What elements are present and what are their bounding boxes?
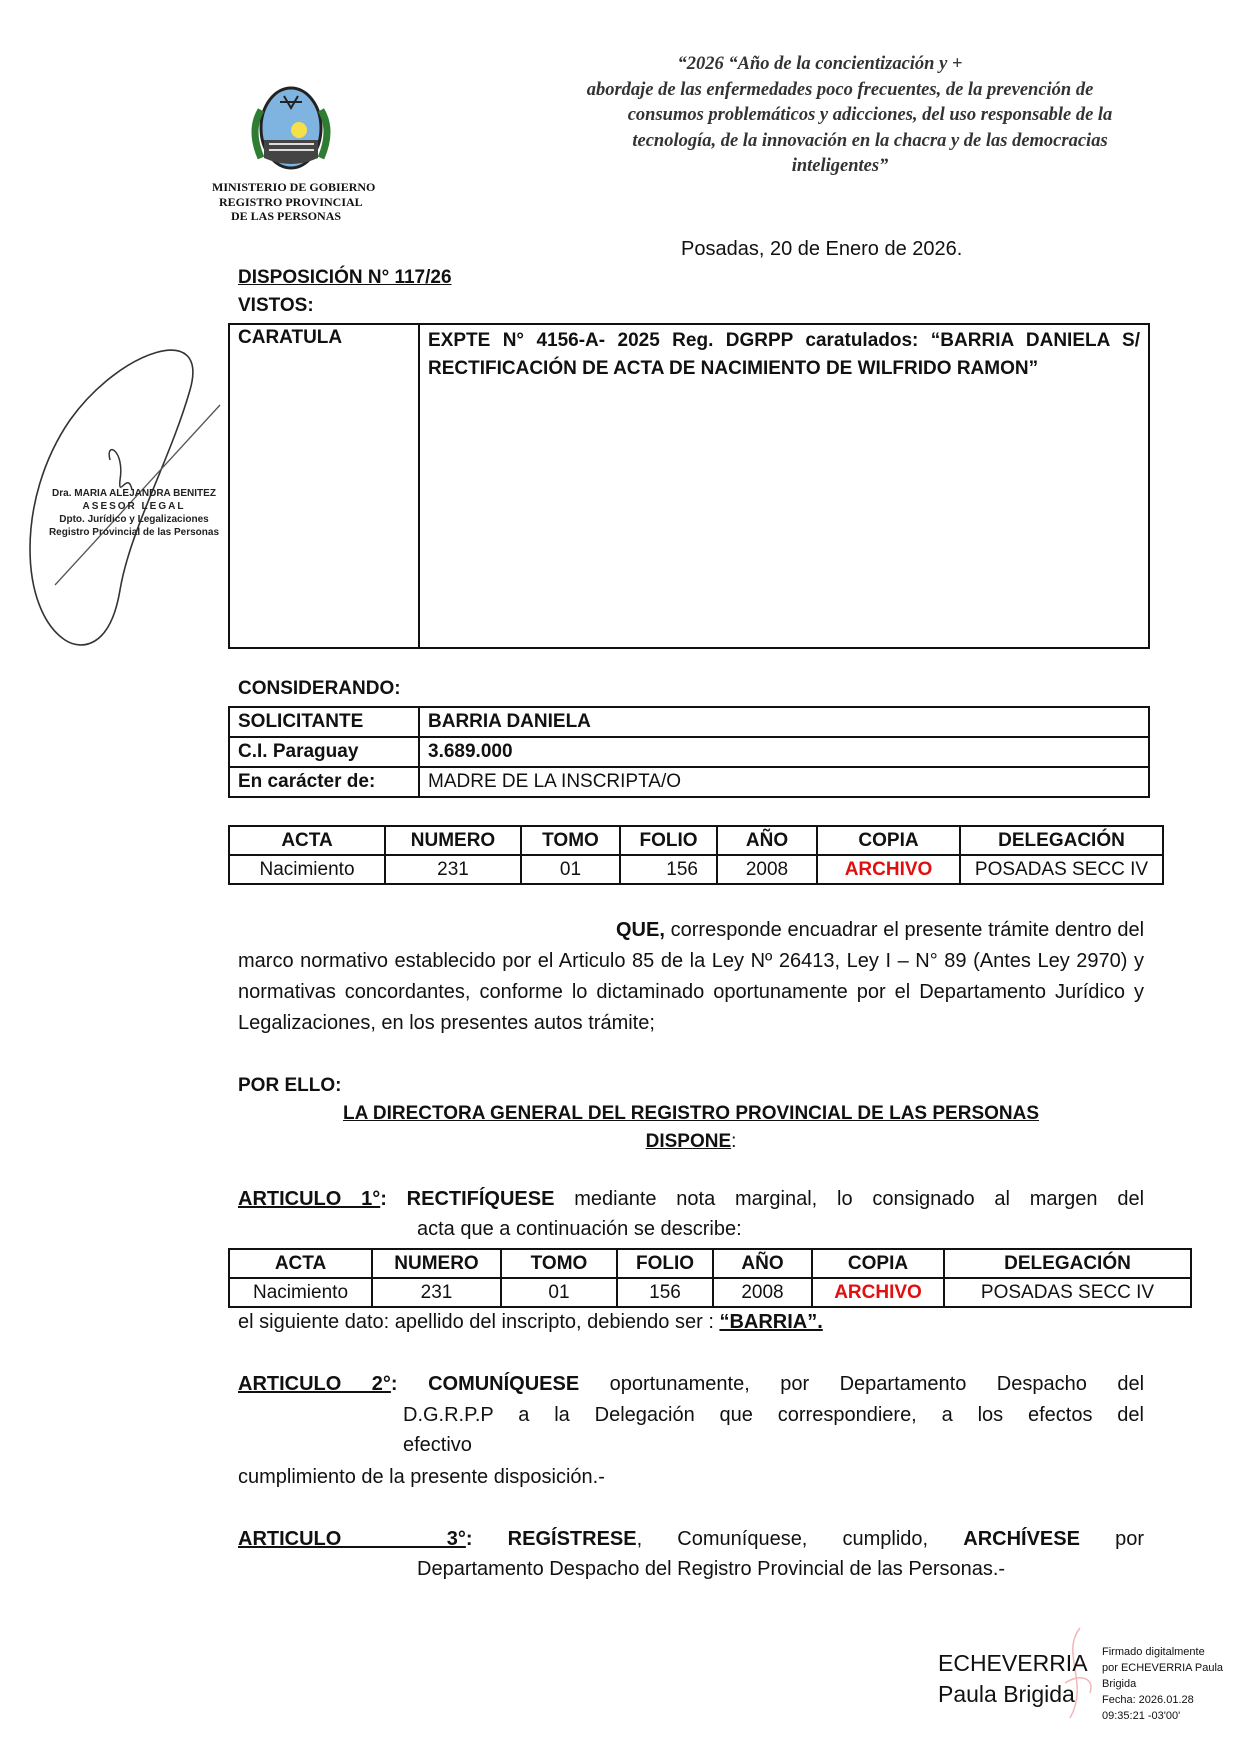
row-value: MADRE DE LA INSCRIPTA/O	[419, 767, 1149, 797]
cell: POSADAS SECC IV	[960, 855, 1163, 884]
applicant-table	[228, 706, 1150, 798]
cell: 231	[385, 855, 521, 884]
dispone-heading	[238, 1126, 1144, 1157]
signer-name: ECHEVERRIA	[938, 1650, 1088, 1676]
col-header: ACTA	[229, 1249, 372, 1278]
signer-name: Paula Brigida	[938, 1681, 1075, 1707]
article-1-line-1: ARTICULO 1°: RECTIFÍQUESE mediante nota marginal, lo consignado al margen del	[238, 1188, 1145, 1210]
article-text: oportunamente, por Departamento Despacho del	[609, 1373, 1145, 1395]
considerando-label: CONSIDERANDO:	[238, 678, 401, 699]
que-label: QUE,	[616, 919, 665, 941]
cell: 156	[617, 1278, 713, 1307]
ministry-line: REGISTRO PROVINCIAL	[219, 194, 363, 209]
motto-line: “2026 “Año de la concientización y +	[677, 54, 963, 74]
cell: 231	[372, 1278, 501, 1307]
stamp-line: ASESOR LEGAL	[82, 501, 186, 512]
col-header: COPIA	[812, 1249, 944, 1278]
applicant-row	[229, 767, 1149, 797]
col-header: COPIA	[817, 826, 960, 855]
caratula-table	[228, 323, 1150, 649]
col-header: NUMERO	[372, 1249, 501, 1278]
cell: 01	[521, 855, 620, 884]
row-label: En carácter de:	[229, 767, 419, 797]
article-1-line-2: acta que a continuación se describe:	[417, 1218, 742, 1240]
article-verb: RECTIFÍQUESE	[406, 1188, 555, 1210]
signature-detail: 09:35:21 -03'00'	[1102, 1710, 1181, 1722]
col-header: TOMO	[521, 826, 620, 855]
motto-line: tecnología, de la innovación en la chacra y de las democracias	[632, 130, 1108, 151]
row-label: C.I. Paraguay	[229, 737, 419, 767]
acta-row	[229, 855, 1163, 884]
article-2-line-2: D.G.R.P.P a la Delegación que correspondiere, a los efectos del	[403, 1404, 1144, 1426]
cell: Nacimiento	[229, 855, 385, 884]
acta-header-row	[229, 826, 1163, 855]
signature-detail: Brigida	[1102, 1678, 1137, 1690]
ministry-line: MINISTERIO DE GOBIERNO	[212, 180, 376, 194]
disposition-title: DISPOSICIÓN N° 117/26	[238, 267, 452, 288]
col-header: AÑO	[717, 826, 817, 855]
acta-row	[229, 1278, 1191, 1307]
signature-detail: Firmado digitalmente	[1102, 1646, 1205, 1658]
place-date: Posadas, 20 de Enero de 2026.	[681, 238, 963, 260]
acta-table-2	[228, 1248, 1192, 1308]
article-text: el siguiente dato: apellido del inscripto, debiendo ser :	[238, 1311, 714, 1333]
row-label: SOLICITANTE	[229, 707, 419, 737]
col-header: NUMERO	[385, 826, 521, 855]
cell: POSADAS SECC IV	[944, 1278, 1191, 1307]
colon: :	[731, 1131, 737, 1152]
year-motto	[540, 52, 1140, 180]
article-label: ARTICULO 2°	[238, 1373, 391, 1395]
article-verb: COMUNÍQUESE	[428, 1373, 580, 1395]
caratula-text: EXPTE N° 4156-A- 2025 Reg. DGRPP caratulados: “BARRIA DANIELA S/ RECTIFICACIÓN DE ACTA DE NACIMIENTO DE WILFRIDO RAMON”	[419, 324, 1149, 648]
vistos-label: VISTOS:	[238, 295, 314, 316]
motto-line: abordaje de las enfermedades poco frecuentes, de la prevención de	[586, 79, 1094, 100]
ministry-block	[200, 180, 400, 224]
que-paragraph	[238, 915, 1144, 1039]
acta-table-1	[228, 825, 1164, 885]
motto-line: consumos problemáticos y adicciones, del uso responsable de la	[627, 105, 1113, 125]
por-ello: POR ELLO:	[238, 1075, 342, 1096]
acta-header-row	[229, 1249, 1191, 1278]
article-text: , Comuníquese, cumplido,	[636, 1528, 929, 1550]
col-header: AÑO	[713, 1249, 812, 1278]
signature-detail: Fecha: 2026.01.28	[1102, 1694, 1194, 1706]
cell: 2008	[713, 1278, 812, 1307]
col-header: DELEGACIÓN	[960, 826, 1163, 855]
cell: Nacimiento	[229, 1278, 372, 1307]
article-label: ARTICULO 3°	[238, 1528, 466, 1550]
stamp-line: Registro Provincial de las Personas	[48, 527, 220, 538]
province-seal	[244, 80, 338, 176]
col-header: FOLIO	[617, 1249, 713, 1278]
legal-stamp	[44, 487, 224, 539]
row-value: 3.689.000	[419, 737, 1149, 767]
col-header: FOLIO	[620, 826, 717, 855]
caratula-label: CARATULA	[229, 324, 419, 648]
article-2-line-1: ARTICULO 2°: COMUNÍQUESE oportunamente, por Departamento Despacho del	[238, 1373, 1145, 1395]
cell: 01	[501, 1278, 617, 1307]
applicant-row	[229, 707, 1149, 737]
article-verb: REGÍSTRESE	[507, 1528, 637, 1550]
article-verb: ARCHÍVESE	[963, 1528, 1080, 1550]
article-3-line-1: ARTICULO 3°: REGÍSTRESE, Comuníquese, cumplido, ARCHÍVESE por	[238, 1528, 1144, 1550]
stamp-line: Dpto. Jurídico y Legalizaciones	[59, 514, 209, 525]
article-text: por	[1115, 1528, 1144, 1550]
authority-heading: LA DIRECTORA GENERAL DEL REGISTRO PROVINCIAL DE LAS PERSONAS	[342, 1103, 1040, 1124]
corrected-surname: “BARRIA”.	[719, 1311, 823, 1333]
article-2-line-3: efectivo	[403, 1434, 472, 1456]
digital-signature	[938, 1638, 1242, 1722]
article-label: ARTICULO 1°	[238, 1188, 381, 1210]
row-value: BARRIA DANIELA	[419, 707, 1149, 737]
article-1-after	[238, 1307, 823, 1338]
col-header: ACTA	[229, 826, 385, 855]
dispone-label: DISPONE	[645, 1131, 732, 1152]
cell: 2008	[717, 855, 817, 884]
copy-status: ARCHIVO	[817, 855, 960, 884]
que-text: corresponde encuadrar el presente trámite dentro del marco normativo establecido por el Articulo 85 de la Ley Nº 26413, Ley I – N° 89 (Antes Ley 2970) y normativas concordantes, conforme lo dictaminado oportunamente por el Departamento Jurídico y Legalizaciones, en los presentes autos trámite;	[238, 919, 1145, 1034]
applicant-row	[229, 737, 1149, 767]
article-3-line-2: Departamento Despacho del Registro Provincial de las Personas.-	[417, 1558, 1006, 1580]
col-header: TOMO	[501, 1249, 617, 1278]
signature-detail: por ECHEVERRIA Paula	[1102, 1662, 1224, 1674]
cell: 156	[620, 855, 717, 884]
copy-status: ARCHIVO	[812, 1278, 944, 1307]
article-text: mediante nota marginal, lo consignado al margen del	[574, 1188, 1145, 1210]
ministry-line: DE LAS PERSONAS	[231, 209, 342, 223]
stamp-line: Dra. MARIA ALEJANDRA BENITEZ	[52, 488, 216, 499]
article-2-line-4: cumplimiento de la presente disposición.-	[238, 1466, 605, 1488]
motto-line: inteligentes”	[791, 156, 889, 176]
col-header: DELEGACIÓN	[944, 1249, 1191, 1278]
